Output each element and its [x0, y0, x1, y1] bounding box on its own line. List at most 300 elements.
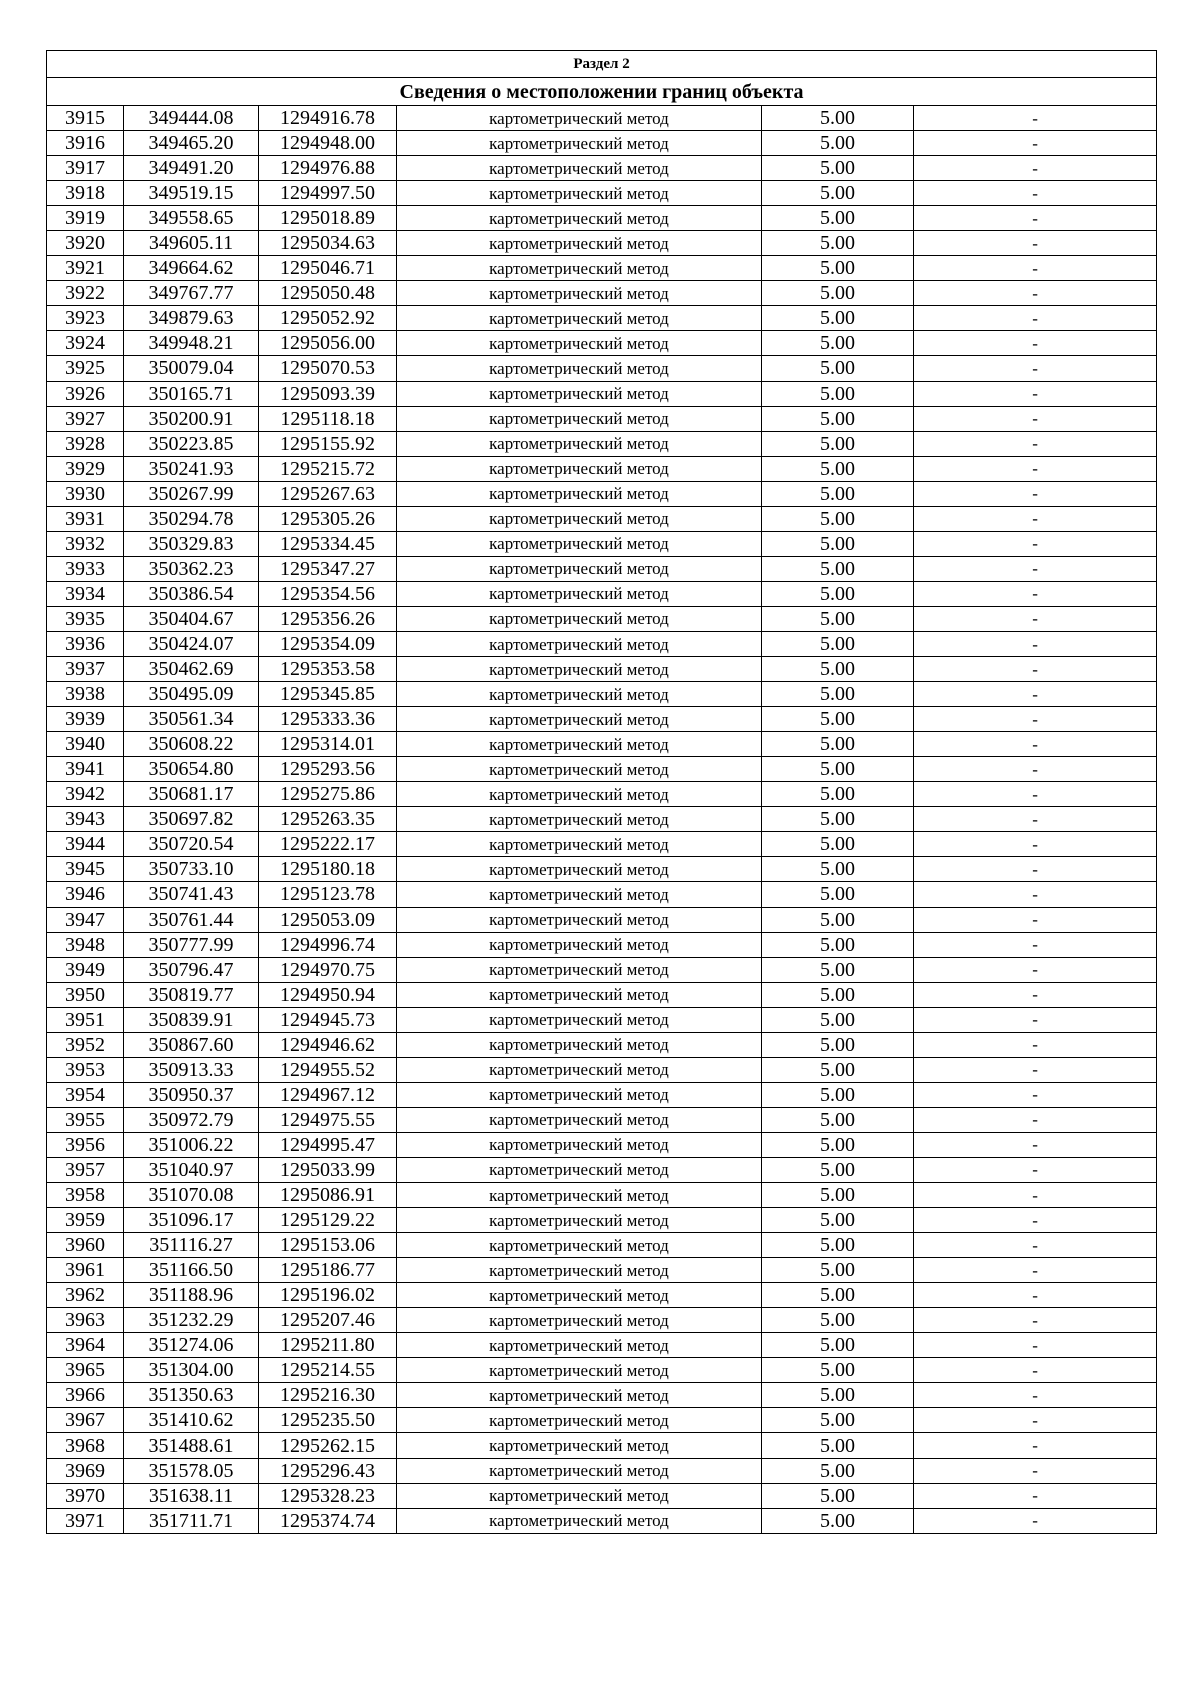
- method-cell: картометрический метод: [397, 1383, 762, 1408]
- note-cell: -: [914, 331, 1157, 356]
- method-cell: картометрический метод: [397, 581, 762, 606]
- precision-cell: 5.00: [762, 456, 914, 481]
- method-cell: картометрический метод: [397, 1082, 762, 1107]
- coordinate-x-cell: 350839.91: [124, 1007, 259, 1032]
- precision-cell: 5.00: [762, 331, 914, 356]
- precision-cell: 5.00: [762, 1333, 914, 1358]
- coordinate-x-cell: 349948.21: [124, 331, 259, 356]
- note-cell: -: [914, 682, 1157, 707]
- precision-cell: 5.00: [762, 682, 914, 707]
- table-row: [47, 281, 1157, 306]
- precision-cell: 5.00: [762, 531, 914, 556]
- precision-cell: 5.00: [762, 857, 914, 882]
- table-row: [47, 907, 1157, 932]
- point-number-cell: 3927: [47, 406, 124, 431]
- table-row: [47, 1308, 1157, 1333]
- note-cell: -: [914, 156, 1157, 181]
- point-number-cell: 3917: [47, 156, 124, 181]
- method-cell: картометрический метод: [397, 206, 762, 231]
- point-number-cell: 3933: [47, 556, 124, 581]
- coordinate-y-cell: 1295347.27: [259, 556, 397, 581]
- precision-cell: 5.00: [762, 1082, 914, 1107]
- coordinate-x-cell: 350294.78: [124, 506, 259, 531]
- coordinate-x-cell: 350267.99: [124, 481, 259, 506]
- note-cell: -: [914, 1433, 1157, 1458]
- table-row: [47, 356, 1157, 381]
- point-number-cell: 3918: [47, 181, 124, 206]
- note-cell: -: [914, 431, 1157, 456]
- note-cell: -: [914, 707, 1157, 732]
- table-row: [47, 556, 1157, 581]
- method-cell: картометрический метод: [397, 281, 762, 306]
- point-number-cell: 3916: [47, 131, 124, 156]
- coordinate-y-cell: 1295215.72: [259, 456, 397, 481]
- precision-cell: 5.00: [762, 556, 914, 581]
- coordinate-y-cell: 1295354.09: [259, 631, 397, 656]
- coordinate-y-cell: 1295305.26: [259, 506, 397, 531]
- method-cell: картометрический метод: [397, 106, 762, 131]
- point-number-cell: 3967: [47, 1408, 124, 1433]
- precision-cell: 5.00: [762, 606, 914, 631]
- coordinate-y-cell: 1295345.85: [259, 682, 397, 707]
- method-cell: картометрический метод: [397, 882, 762, 907]
- coordinate-x-cell: 350223.85: [124, 431, 259, 456]
- point-number-cell: 3949: [47, 957, 124, 982]
- note-cell: -: [914, 782, 1157, 807]
- precision-cell: 5.00: [762, 1258, 914, 1283]
- coordinate-x-cell: 350654.80: [124, 757, 259, 782]
- method-cell: картометрический метод: [397, 631, 762, 656]
- method-cell: картометрический метод: [397, 1458, 762, 1483]
- table-row: [47, 1508, 1157, 1533]
- method-cell: картометрический метод: [397, 1208, 762, 1233]
- method-cell: картометрический метод: [397, 481, 762, 506]
- note-cell: -: [914, 1132, 1157, 1157]
- table-row: [47, 1358, 1157, 1383]
- method-cell: картометрический метод: [397, 1333, 762, 1358]
- point-number-cell: 3952: [47, 1032, 124, 1057]
- point-number-cell: 3946: [47, 882, 124, 907]
- note-cell: -: [914, 807, 1157, 832]
- coordinate-x-cell: 350424.07: [124, 631, 259, 656]
- note-cell: -: [914, 556, 1157, 581]
- precision-cell: 5.00: [762, 1383, 914, 1408]
- point-number-cell: 3920: [47, 231, 124, 256]
- note-cell: -: [914, 1308, 1157, 1333]
- method-cell: картометрический метод: [397, 531, 762, 556]
- table-row: [47, 431, 1157, 456]
- precision-cell: 5.00: [762, 1208, 914, 1233]
- note-cell: -: [914, 1082, 1157, 1107]
- point-number-cell: 3951: [47, 1007, 124, 1032]
- precision-cell: 5.00: [762, 1358, 914, 1383]
- note-cell: -: [914, 1408, 1157, 1433]
- coordinate-x-cell: 351006.22: [124, 1132, 259, 1157]
- table-row: [47, 657, 1157, 682]
- coordinate-x-cell: 350362.23: [124, 556, 259, 581]
- method-cell: картометрический метод: [397, 556, 762, 581]
- table-row: [47, 1157, 1157, 1182]
- coordinate-y-cell: 1295180.18: [259, 857, 397, 882]
- table-row: [47, 857, 1157, 882]
- coordinate-x-cell: 351304.00: [124, 1358, 259, 1383]
- coordinate-x-cell: 350819.77: [124, 982, 259, 1007]
- precision-cell: 5.00: [762, 657, 914, 682]
- note-cell: -: [914, 631, 1157, 656]
- coordinate-x-cell: 350241.93: [124, 456, 259, 481]
- point-number-cell: 3965: [47, 1358, 124, 1383]
- precision-cell: 5.00: [762, 581, 914, 606]
- coordinate-y-cell: 1295123.78: [259, 882, 397, 907]
- coordinate-x-cell: 350720.54: [124, 832, 259, 857]
- method-cell: картометрический метод: [397, 1283, 762, 1308]
- precision-cell: 5.00: [762, 306, 914, 331]
- table-row: [47, 156, 1157, 181]
- coordinate-x-cell: 351116.27: [124, 1233, 259, 1258]
- precision-cell: 5.00: [762, 1107, 914, 1132]
- point-number-cell: 3966: [47, 1383, 124, 1408]
- coordinate-y-cell: 1295334.45: [259, 531, 397, 556]
- coordinate-x-cell: 351096.17: [124, 1208, 259, 1233]
- precision-cell: 5.00: [762, 1408, 914, 1433]
- coordinate-x-cell: 351274.06: [124, 1333, 259, 1358]
- note-cell: -: [914, 1358, 1157, 1383]
- method-cell: картометрический метод: [397, 1183, 762, 1208]
- coordinate-x-cell: 350913.33: [124, 1057, 259, 1082]
- coordinate-x-cell: 350681.17: [124, 782, 259, 807]
- coordinate-x-cell: 349605.11: [124, 231, 259, 256]
- table-row: [47, 1132, 1157, 1157]
- method-cell: картометрический метод: [397, 1308, 762, 1333]
- method-cell: картометрический метод: [397, 932, 762, 957]
- note-cell: -: [914, 1107, 1157, 1132]
- table-row: [47, 1057, 1157, 1082]
- table-row: [47, 631, 1157, 656]
- precision-cell: 5.00: [762, 1483, 914, 1508]
- precision-cell: 5.00: [762, 1458, 914, 1483]
- coordinate-x-cell: 349767.77: [124, 281, 259, 306]
- table-row: [47, 331, 1157, 356]
- coordinate-y-cell: 1295129.22: [259, 1208, 397, 1233]
- table-row: [47, 1458, 1157, 1483]
- coordinate-y-cell: 1295262.15: [259, 1433, 397, 1458]
- table-row: [47, 732, 1157, 757]
- note-cell: -: [914, 506, 1157, 531]
- point-number-cell: 3954: [47, 1082, 124, 1107]
- method-cell: картометрический метод: [397, 1233, 762, 1258]
- method-cell: картометрический метод: [397, 1132, 762, 1157]
- coordinate-y-cell: 1294967.12: [259, 1082, 397, 1107]
- coordinate-y-cell: 1295211.80: [259, 1333, 397, 1358]
- coordinate-x-cell: 351070.08: [124, 1183, 259, 1208]
- method-cell: картометрический метод: [397, 231, 762, 256]
- table-row: [47, 1333, 1157, 1358]
- coordinate-x-cell: 351232.29: [124, 1308, 259, 1333]
- coordinate-x-cell: 351488.61: [124, 1433, 259, 1458]
- coordinate-y-cell: 1295235.50: [259, 1408, 397, 1433]
- table-row: [47, 256, 1157, 281]
- precision-cell: 5.00: [762, 156, 914, 181]
- method-cell: картометрический метод: [397, 1408, 762, 1433]
- coordinate-y-cell: 1294945.73: [259, 1007, 397, 1032]
- coordinate-x-cell: 351638.11: [124, 1483, 259, 1508]
- method-cell: картометрический метод: [397, 1157, 762, 1182]
- point-number-cell: 3938: [47, 682, 124, 707]
- precision-cell: 5.00: [762, 181, 914, 206]
- note-cell: -: [914, 356, 1157, 381]
- point-number-cell: 3959: [47, 1208, 124, 1233]
- coordinate-y-cell: 1295328.23: [259, 1483, 397, 1508]
- coordinate-x-cell: 350972.79: [124, 1107, 259, 1132]
- table-row: [47, 682, 1157, 707]
- table-row: [47, 181, 1157, 206]
- point-number-cell: 3921: [47, 256, 124, 281]
- precision-cell: 5.00: [762, 506, 914, 531]
- method-cell: картометрический метод: [397, 757, 762, 782]
- coordinate-x-cell: 350950.37: [124, 1082, 259, 1107]
- table-row: [47, 1258, 1157, 1283]
- coordinate-y-cell: 1295155.92: [259, 431, 397, 456]
- note-cell: -: [914, 957, 1157, 982]
- table-row: [47, 456, 1157, 481]
- note-cell: -: [914, 306, 1157, 331]
- coordinate-x-cell: 350796.47: [124, 957, 259, 982]
- point-number-cell: 3939: [47, 707, 124, 732]
- coordinate-y-cell: 1295354.56: [259, 581, 397, 606]
- point-number-cell: 3970: [47, 1483, 124, 1508]
- coordinate-y-cell: 1295333.36: [259, 707, 397, 732]
- precision-cell: 5.00: [762, 782, 914, 807]
- point-number-cell: 3950: [47, 982, 124, 1007]
- point-number-cell: 3969: [47, 1458, 124, 1483]
- coordinate-y-cell: 1295034.63: [259, 231, 397, 256]
- coordinate-y-cell: 1295186.77: [259, 1258, 397, 1283]
- point-number-cell: 3971: [47, 1508, 124, 1533]
- precision-cell: 5.00: [762, 982, 914, 1007]
- method-cell: картометрический метод: [397, 306, 762, 331]
- coordinate-y-cell: 1294970.75: [259, 957, 397, 982]
- coordinate-x-cell: 349491.20: [124, 156, 259, 181]
- coordinate-x-cell: 351711.71: [124, 1508, 259, 1533]
- point-number-cell: 3935: [47, 606, 124, 631]
- precision-cell: 5.00: [762, 381, 914, 406]
- point-number-cell: 3962: [47, 1283, 124, 1308]
- precision-cell: 5.00: [762, 206, 914, 231]
- precision-cell: 5.00: [762, 1157, 914, 1182]
- note-cell: -: [914, 1032, 1157, 1057]
- coordinate-y-cell: 1294996.74: [259, 932, 397, 957]
- coordinate-x-cell: 349879.63: [124, 306, 259, 331]
- note-cell: -: [914, 882, 1157, 907]
- table-row: [47, 1032, 1157, 1057]
- coordinate-y-cell: 1295267.63: [259, 481, 397, 506]
- table-row: [47, 306, 1157, 331]
- coordinate-y-cell: 1295046.71: [259, 256, 397, 281]
- point-number-cell: 3942: [47, 782, 124, 807]
- coordinate-y-cell: 1295050.48: [259, 281, 397, 306]
- table-row: [47, 1208, 1157, 1233]
- coordinate-x-cell: 350165.71: [124, 381, 259, 406]
- coordinate-y-cell: 1295070.53: [259, 356, 397, 381]
- precision-cell: 5.00: [762, 106, 914, 131]
- note-cell: -: [914, 1383, 1157, 1408]
- coordinate-x-cell: 350867.60: [124, 1032, 259, 1057]
- point-number-cell: 3953: [47, 1057, 124, 1082]
- table-row: [47, 807, 1157, 832]
- note-cell: -: [914, 381, 1157, 406]
- table-row: [47, 481, 1157, 506]
- note-cell: -: [914, 406, 1157, 431]
- coordinate-x-cell: 350561.34: [124, 707, 259, 732]
- table-row: [47, 982, 1157, 1007]
- method-cell: картометрический метод: [397, 506, 762, 531]
- precision-cell: 5.00: [762, 732, 914, 757]
- coordinate-y-cell: 1295086.91: [259, 1183, 397, 1208]
- coordinate-x-cell: 351350.63: [124, 1383, 259, 1408]
- point-number-cell: 3968: [47, 1433, 124, 1458]
- precision-cell: 5.00: [762, 1057, 914, 1082]
- coordinate-y-cell: 1294975.55: [259, 1107, 397, 1132]
- precision-cell: 5.00: [762, 256, 914, 281]
- method-cell: картометрический метод: [397, 1358, 762, 1383]
- coordinate-x-cell: 350495.09: [124, 682, 259, 707]
- section-label: Раздел 2: [47, 51, 1157, 78]
- note-cell: -: [914, 1183, 1157, 1208]
- precision-cell: 5.00: [762, 1032, 914, 1057]
- note-cell: -: [914, 1157, 1157, 1182]
- coordinate-x-cell: 350741.43: [124, 882, 259, 907]
- point-number-cell: 3932: [47, 531, 124, 556]
- method-cell: картометрический метод: [397, 181, 762, 206]
- note-cell: -: [914, 1483, 1157, 1508]
- table-row: [47, 1433, 1157, 1458]
- point-number-cell: 3915: [47, 106, 124, 131]
- method-cell: картометрический метод: [397, 356, 762, 381]
- table-row: [47, 1233, 1157, 1258]
- coordinate-x-cell: 351578.05: [124, 1458, 259, 1483]
- precision-cell: 5.00: [762, 281, 914, 306]
- method-cell: картометрический метод: [397, 331, 762, 356]
- coordinate-x-cell: 350404.67: [124, 606, 259, 631]
- note-cell: -: [914, 1057, 1157, 1082]
- point-number-cell: 3956: [47, 1132, 124, 1157]
- coordinate-x-cell: 349444.08: [124, 106, 259, 131]
- point-number-cell: 3957: [47, 1157, 124, 1182]
- point-number-cell: 3945: [47, 857, 124, 882]
- method-cell: картометрический метод: [397, 957, 762, 982]
- table-row: [47, 1283, 1157, 1308]
- note-cell: -: [914, 857, 1157, 882]
- table-row: [47, 531, 1157, 556]
- note-cell: -: [914, 1508, 1157, 1533]
- section-title-row: [47, 78, 1157, 106]
- coordinate-x-cell: 351410.62: [124, 1408, 259, 1433]
- precision-cell: 5.00: [762, 932, 914, 957]
- point-number-cell: 3937: [47, 657, 124, 682]
- coordinate-y-cell: 1295356.26: [259, 606, 397, 631]
- table-row: [47, 832, 1157, 857]
- coordinate-y-cell: 1295018.89: [259, 206, 397, 231]
- table-row: [47, 1007, 1157, 1032]
- coordinate-x-cell: 350200.91: [124, 406, 259, 431]
- precision-cell: 5.00: [762, 131, 914, 156]
- coordinate-x-cell: 350733.10: [124, 857, 259, 882]
- note-cell: -: [914, 757, 1157, 782]
- coordinate-x-cell: 350777.99: [124, 932, 259, 957]
- coordinate-x-cell: 349664.62: [124, 256, 259, 281]
- note-cell: -: [914, 1333, 1157, 1358]
- point-number-cell: 3955: [47, 1107, 124, 1132]
- method-cell: картометрический метод: [397, 907, 762, 932]
- table-row: [47, 506, 1157, 531]
- coordinate-x-cell: 351040.97: [124, 1157, 259, 1182]
- coordinate-y-cell: 1295293.56: [259, 757, 397, 782]
- table-row: [47, 206, 1157, 231]
- point-number-cell: 3919: [47, 206, 124, 231]
- coordinate-y-cell: 1295374.74: [259, 1508, 397, 1533]
- point-number-cell: 3922: [47, 281, 124, 306]
- note-cell: -: [914, 606, 1157, 631]
- coordinate-y-cell: 1295314.01: [259, 732, 397, 757]
- coordinate-x-cell: 350329.83: [124, 531, 259, 556]
- coordinate-y-cell: 1295053.09: [259, 907, 397, 932]
- coordinate-x-cell: 349465.20: [124, 131, 259, 156]
- coordinate-x-cell: 350608.22: [124, 732, 259, 757]
- coordinate-x-cell: 350697.82: [124, 807, 259, 832]
- point-number-cell: 3958: [47, 1183, 124, 1208]
- point-number-cell: 3947: [47, 907, 124, 932]
- table-row: [47, 106, 1157, 131]
- note-cell: -: [914, 932, 1157, 957]
- coordinate-y-cell: 1295296.43: [259, 1458, 397, 1483]
- table-row: [47, 957, 1157, 982]
- point-number-cell: 3963: [47, 1308, 124, 1333]
- table-row: [47, 782, 1157, 807]
- precision-cell: 5.00: [762, 832, 914, 857]
- note-cell: -: [914, 1283, 1157, 1308]
- point-number-cell: 3923: [47, 306, 124, 331]
- coordinate-x-cell: 350079.04: [124, 356, 259, 381]
- method-cell: картометрический метод: [397, 1032, 762, 1057]
- coordinate-y-cell: 1294955.52: [259, 1057, 397, 1082]
- precision-cell: 5.00: [762, 882, 914, 907]
- note-cell: -: [914, 1458, 1157, 1483]
- precision-cell: 5.00: [762, 1132, 914, 1157]
- table-row: [47, 131, 1157, 156]
- coordinate-y-cell: 1295118.18: [259, 406, 397, 431]
- coordinate-y-cell: 1295153.06: [259, 1233, 397, 1258]
- table-row: [47, 707, 1157, 732]
- point-number-cell: 3928: [47, 431, 124, 456]
- note-cell: -: [914, 1208, 1157, 1233]
- method-cell: картометрический метод: [397, 406, 762, 431]
- precision-cell: 5.00: [762, 1308, 914, 1333]
- method-cell: картометрический метод: [397, 982, 762, 1007]
- table-row: [47, 1483, 1157, 1508]
- section-label-row: [47, 51, 1157, 78]
- precision-cell: 5.00: [762, 1508, 914, 1533]
- table-row: [47, 606, 1157, 631]
- coordinate-y-cell: 1294997.50: [259, 181, 397, 206]
- coordinate-x-cell: 350761.44: [124, 907, 259, 932]
- precision-cell: 5.00: [762, 631, 914, 656]
- note-cell: -: [914, 206, 1157, 231]
- method-cell: картометрический метод: [397, 707, 762, 732]
- note-cell: -: [914, 1233, 1157, 1258]
- coordinate-x-cell: 349519.15: [124, 181, 259, 206]
- precision-cell: 5.00: [762, 481, 914, 506]
- table-row: [47, 1082, 1157, 1107]
